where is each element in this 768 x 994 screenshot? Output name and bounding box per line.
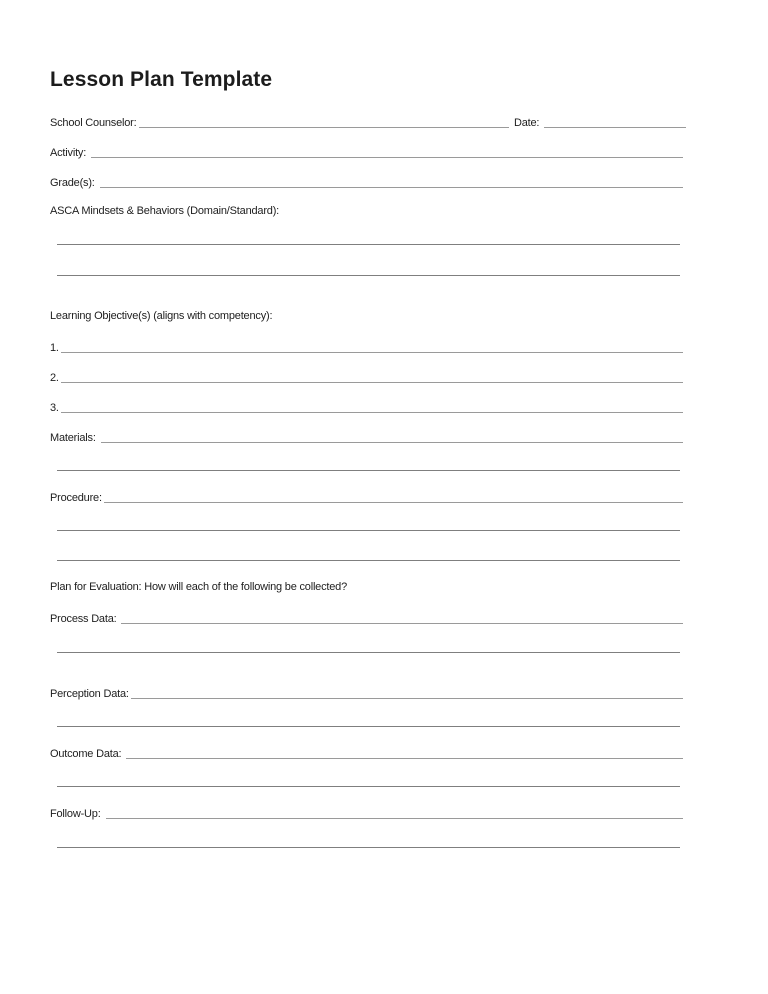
school-counselor-field[interactable] (139, 127, 510, 128)
outcome-data-row (50, 745, 683, 761)
perception-data-field[interactable] (131, 698, 683, 699)
objective-2-field[interactable] (61, 382, 683, 383)
process-data-field[interactable] (121, 623, 683, 624)
school-counselor-label: School Counselor: (50, 117, 137, 129)
asca-line-1[interactable] (57, 232, 680, 245)
procedure-line-2[interactable] (57, 518, 680, 531)
objective-1-field[interactable] (61, 352, 683, 353)
perception-data-label: Perception Data: (50, 688, 129, 700)
objective-row-2 (50, 369, 683, 385)
outcome-data-field[interactable] (126, 758, 683, 759)
asca-heading: ASCA Mindsets & Behaviors (Domain/Standard): (50, 205, 280, 217)
grades-label: Grade(s): (50, 177, 95, 189)
procedure-row (50, 489, 683, 505)
objective-1-label: 1. (50, 342, 59, 354)
evaluation-heading: Plan for Evaluation: How will each of the following be collected? (50, 581, 348, 593)
procedure-label: Procedure: (50, 492, 102, 504)
objective-row-1 (50, 339, 683, 355)
procedure-line-3[interactable] (57, 548, 680, 561)
perception-data-line-2[interactable] (57, 714, 680, 727)
materials-row (50, 429, 683, 445)
activity-field[interactable] (91, 157, 683, 158)
materials-line-2[interactable] (57, 458, 680, 471)
activity-label: Activity: (50, 147, 87, 159)
date-label: Date: (514, 117, 540, 129)
perception-data-row (50, 685, 683, 701)
asca-line-2[interactable] (57, 263, 680, 276)
objective-2-label: 2. (50, 372, 59, 384)
grades-field[interactable] (100, 187, 683, 188)
objective-3-field[interactable] (61, 412, 683, 413)
process-data-line-2[interactable] (57, 640, 680, 653)
date-row (514, 114, 683, 130)
objective-3-label: 3. (50, 402, 59, 414)
procedure-field[interactable] (104, 502, 683, 503)
process-data-row (50, 610, 683, 626)
outcome-data-line-2[interactable] (57, 774, 680, 787)
grades-row (50, 174, 683, 190)
school-counselor-row (50, 114, 509, 130)
date-field[interactable] (544, 127, 686, 128)
follow-up-line-2[interactable] (57, 835, 680, 848)
follow-up-row (50, 805, 683, 821)
outcome-data-label: Outcome Data: (50, 748, 122, 760)
activity-row (50, 144, 683, 160)
objective-row-3 (50, 399, 683, 415)
materials-field[interactable] (101, 442, 683, 443)
materials-label: Materials: (50, 432, 96, 444)
page-title: Lesson Plan Template (50, 68, 273, 91)
learning-objectives-heading: Learning Objective(s) (aligns with competency): (50, 310, 273, 322)
process-data-label: Process Data: (50, 613, 117, 625)
follow-up-label: Follow-Up: (50, 808, 101, 820)
follow-up-field[interactable] (106, 818, 683, 819)
